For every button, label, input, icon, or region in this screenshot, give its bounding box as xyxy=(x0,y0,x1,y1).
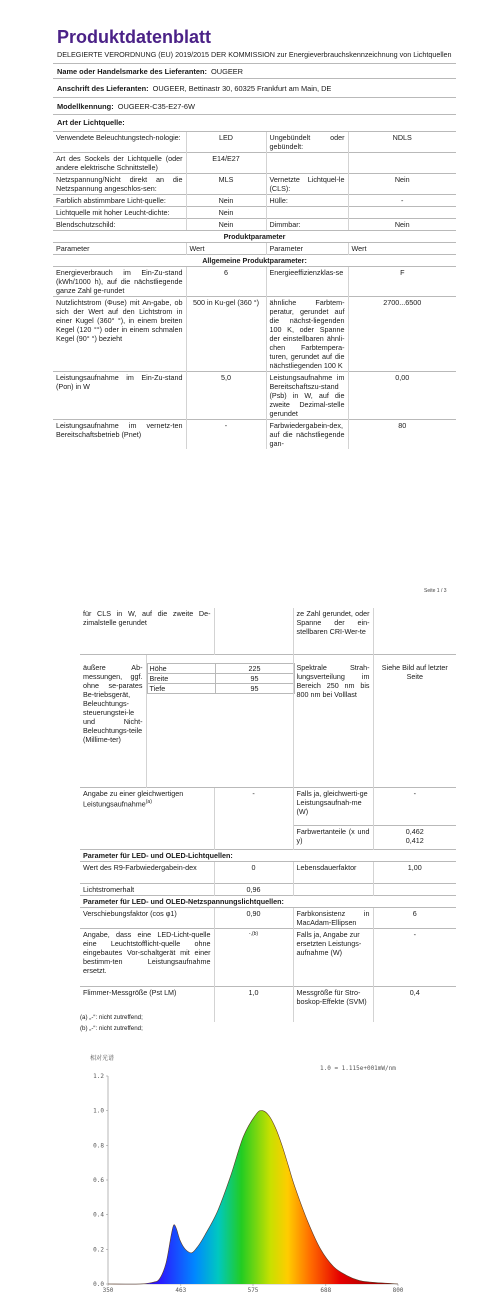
macadam-label: Farbkonsistenz in MacAdam-Ellipsen xyxy=(293,907,373,928)
general-row xyxy=(53,267,456,297)
type-value-2: NDLS xyxy=(348,132,456,153)
spectrum-chart xyxy=(80,1048,420,1293)
type-value-2 xyxy=(348,153,456,174)
general-label-2: Leistungsaufnahme im Bereitschaftszu-stand (Psb) in W, auf die zweite Dezimal-stelle gerundet xyxy=(266,372,348,420)
supplier-name-label: Name oder Handelsmarke des Lieferanten: xyxy=(57,67,207,76)
mains-params-title: Parameter für LED- und OLED-Netzspannungslichtquellen: xyxy=(80,895,456,907)
maint-value: 0,96 xyxy=(214,883,293,895)
page-footer: Seite 1 / 3 xyxy=(424,588,447,594)
footnote-b: (b) „-“: nicht zutreffend; xyxy=(80,1025,143,1032)
type-value: LED xyxy=(186,132,266,153)
dims-row xyxy=(147,663,294,673)
type-label: Netzspannung/Nicht direkt an die Netzspannung angeschlos-sen: xyxy=(53,174,186,195)
dims-row xyxy=(147,673,294,683)
equiv-label-text: Angabe zu einer gleichwertigen Leistungsaufnahme xyxy=(83,788,184,808)
col-header-value-2: Wert xyxy=(348,243,456,255)
general-value-2: 0,00 xyxy=(348,372,456,420)
type-value-2 xyxy=(348,207,456,219)
general-label: Leistungsaufnahme im vernetz-ten Bereitschaftsbetrieb (Pnet) xyxy=(53,420,186,450)
x-tick-label: 463 xyxy=(175,1287,187,1293)
supplier-name-row xyxy=(53,63,456,78)
general-value: 6 xyxy=(186,267,266,297)
general-label-2: ähnliche Farbtem-peratur, gerundet auf die nächst-liegenden 100 K, oder Spanne der einstellbaren ähnli-chen Farbtempera-turen, gerundet auf die nächstliegenden 100 K xyxy=(266,297,348,372)
strobo-value: 0,4 xyxy=(373,986,456,1022)
general-value: 5,0 xyxy=(186,372,266,420)
type-label-2: Ungebündelt oder gebündelt: xyxy=(266,132,348,153)
shift-label: Verschiebungsfaktor (cos φ1) xyxy=(80,907,214,928)
type-row xyxy=(53,153,456,174)
chart-annotation: 1.0 = 1.115e+001mW/nm xyxy=(320,1065,396,1072)
type-label-2 xyxy=(266,207,348,219)
type-label: Lichtquelle mit hoher Leucht-dichte: xyxy=(53,207,186,219)
general-value: 500 in Ku-gel (360 °) xyxy=(186,297,266,372)
type-label: Blendschutzschild: xyxy=(53,219,186,231)
type-label-2: Hülle: xyxy=(266,195,348,207)
col-header-value: Wert xyxy=(186,243,266,255)
x-tick-label: 688 xyxy=(320,1287,332,1293)
led-params-title: Parameter für LED- und OLED-Lichtquellen: xyxy=(80,849,456,861)
dim-name: Breite xyxy=(147,673,215,683)
replace-power-label: Falls ja, Angabe zur ersetzten Leistungs-aufnahme (W) xyxy=(293,928,373,986)
dim-value: 225 xyxy=(215,663,294,673)
type-label: Art des Sockels der Lichtquelle (oder andere elektrische Schnittstelle) xyxy=(53,153,186,174)
general-value-2: F xyxy=(348,267,456,297)
general-value-2: 80 xyxy=(348,420,456,450)
col-header-param-2: Parameter xyxy=(266,243,348,255)
r9-value: 0 xyxy=(214,861,293,883)
type-value: E14/E27 xyxy=(186,153,266,174)
replace-label: Angabe, dass eine LED-Licht-quelle eine Leuchtstofflicht-quelle ohne eingebautes Vor-schaltgerät mit einer bestimm-ten Leistungsaufnahme ersetzt. xyxy=(80,928,214,986)
spectrum-svg xyxy=(80,1048,420,1293)
model-row xyxy=(53,97,456,114)
general-value: - xyxy=(186,420,266,450)
y-tick-label: 0.6 xyxy=(93,1177,104,1184)
type-value-2: - xyxy=(348,195,456,207)
type-label-2 xyxy=(266,153,348,174)
dims-cell xyxy=(146,654,293,787)
type-row xyxy=(53,207,456,219)
general-row xyxy=(53,420,456,450)
equiv-power-label: Falls ja, gleichwerti-ge Leistungsaufnah-me (W) xyxy=(293,787,373,825)
general-row xyxy=(53,372,456,420)
general-row xyxy=(53,297,456,372)
general-params-title: Allgemeine Produktparameter: xyxy=(53,255,456,267)
type-row xyxy=(53,114,456,131)
chroma-values xyxy=(373,825,456,849)
type-row xyxy=(53,174,456,195)
y-tick-label: 1.0 xyxy=(93,1107,104,1115)
equiv-value: - xyxy=(214,787,293,825)
product-params-table xyxy=(53,230,456,449)
type-label-2: Dimmbar: xyxy=(266,219,348,231)
equiv-note: (a) xyxy=(145,798,152,805)
general-label: Nutzlichtstrom (Φuse) mit An-gabe, ob sich der Wert auf den Lichtstrom in einer Kugel (360° °), in einem breiten Kegel (120 °°) oder in einem schmalen Kegel (90° °) bezieht xyxy=(53,297,186,372)
equiv-label xyxy=(80,787,214,825)
y-tick-label: 0.0 xyxy=(93,1281,104,1288)
shift-value: 0,90 xyxy=(214,907,293,928)
document-title: Produktdatenblatt xyxy=(57,27,212,47)
x-tick-label: 575 xyxy=(247,1287,259,1293)
chroma-y: 0,412 xyxy=(405,835,424,845)
flicker-value: 1,0 xyxy=(214,986,293,1022)
spectral-value: Siehe Bild auf letzter Seite xyxy=(373,654,456,787)
dim-name: Tiefe xyxy=(147,683,215,693)
type-table xyxy=(53,131,456,230)
model-id: OUGEER-C35-E27-6W xyxy=(117,102,195,111)
supplier-name: OUGEER xyxy=(210,67,244,76)
chart-title: 相对光谱 xyxy=(90,1055,115,1062)
chroma-label: Farbwertanteile (x und y) xyxy=(293,825,373,849)
footnote-a: (a) „-“: nicht zutreffend; xyxy=(80,1014,143,1021)
type-value: Nein xyxy=(186,195,266,207)
maint-label: Lichtstromerhalt xyxy=(80,883,214,895)
continued-table xyxy=(80,608,456,1022)
type-row xyxy=(53,195,456,207)
col-header-param: Parameter xyxy=(53,243,186,255)
type-value: MLS xyxy=(186,174,266,195)
y-tick-label: 0.2 xyxy=(93,1246,104,1254)
x-tick-label: 800 xyxy=(392,1287,404,1293)
dims-row xyxy=(147,683,294,693)
type-label-2: Vernetzte Lichtquel-le (CLS): xyxy=(266,174,348,195)
dims-subtable xyxy=(147,663,295,694)
datasheet-page-1 xyxy=(53,20,456,449)
equiv-power-value: - xyxy=(373,787,456,825)
flicker-label: Flimmer-Messgröße (Pst LM) xyxy=(80,986,214,1022)
r9-label: Wert des R9-Farbwiedergabein-dex xyxy=(80,861,214,883)
supplier-address-label: Anschrift des Lieferanten: xyxy=(57,84,149,93)
general-label-2: Energieeffizienzklas-se xyxy=(266,267,348,297)
dim-name: Höhe xyxy=(147,663,215,673)
general-label: Leistungsaufnahme im Ein-Zu-stand (Pon) in W xyxy=(53,372,186,420)
life-value: 1,00 xyxy=(373,861,456,883)
general-value-2: 2700...6500 xyxy=(348,297,456,372)
cont-label-1: für CLS in W, auf die zweite De-zimalstelle gerundet xyxy=(83,609,211,627)
y-tick-label: 0.8 xyxy=(93,1142,104,1150)
type-label: Art der Lichtquelle: xyxy=(57,118,125,127)
spectral-label: Spektrale Strah-lungsverteilung im Bereich 250 nm bis 800 nm bei Volllast xyxy=(293,654,373,787)
regulation-text: DELEGIERTE VERORDNUNG (EU) 2019/2015 DER KOMMISSION zur Energieverbrauchskennzeichnung von Lichtquellen xyxy=(57,50,452,59)
dim-value: 95 xyxy=(215,683,294,693)
dim-value: 95 xyxy=(215,673,294,683)
life-label: Lebensdauerfaktor xyxy=(293,861,373,883)
dims-label: äußere Ab-messungen, ggf. ohne se-parates Be-triebsgerät, Beleuchtungs-steuerungstei-le und Nicht-Beleuchtungs-teile (Millime-ter) xyxy=(80,654,146,787)
macadam-value: 6 xyxy=(373,907,456,928)
supplier-address: OUGEER, Bettinastr 30, 60325 Frankfurt am Main, DE xyxy=(152,84,332,93)
type-value: Nein xyxy=(186,207,266,219)
type-row xyxy=(53,132,456,153)
strobo-label: Messgröße für Stro-boskop-Effekte (SVM) xyxy=(293,986,373,1022)
type-value: Nein xyxy=(186,219,266,231)
type-value-2: Nein xyxy=(348,219,456,231)
x-tick-label: 350 xyxy=(102,1287,114,1293)
type-label: Verwendete Beleuchtungstech-nologie: xyxy=(53,132,186,153)
spectrum-area xyxy=(108,1110,398,1284)
y-tick-label: 1.2 xyxy=(93,1073,104,1080)
general-label-2: Farbwiedergabein-dex, auf die nächstliegende gan- xyxy=(266,420,348,450)
supplier-address-row xyxy=(53,78,456,97)
y-tick-label: 0.4 xyxy=(93,1211,104,1219)
datasheet-page-2 xyxy=(80,608,456,1022)
replace-value: -,(b) xyxy=(214,928,293,986)
cont-label-2: ze Zahl gerundet, oder Spanne der ein-stellbaren CRI-Wer-te xyxy=(293,608,373,654)
type-value-2: Nein xyxy=(348,174,456,195)
product-params-title: Produktparameter xyxy=(53,231,456,243)
type-label: Farblich abstimmbare Licht-quelle: xyxy=(53,195,186,207)
chroma-x: 0,462 xyxy=(405,826,424,836)
replace-power-value: - xyxy=(373,928,456,986)
general-label: Energieverbrauch im Ein-Zu-stand (kWh/1000 h), auf die nächstliegende ganze Zahl ge-rundet xyxy=(53,267,186,297)
model-label: Modellkennung: xyxy=(57,102,114,111)
type-row xyxy=(53,219,456,231)
